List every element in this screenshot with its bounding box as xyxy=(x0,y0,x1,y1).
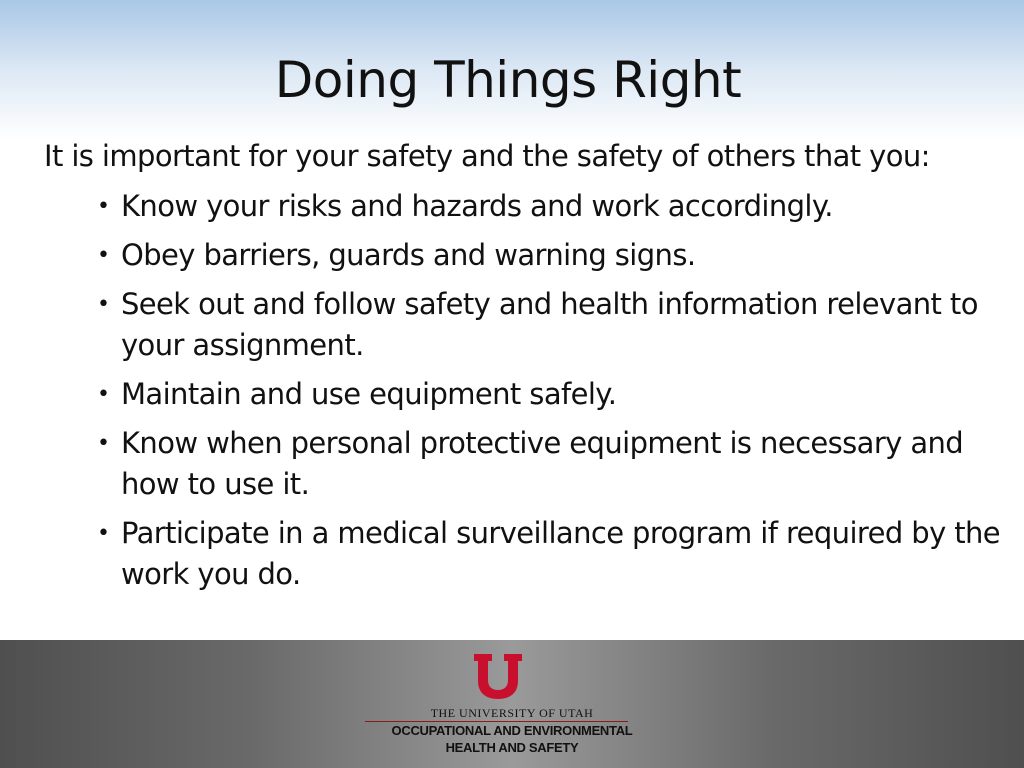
bullet-text: Know your risks and hazards and work accordingly. xyxy=(121,189,833,223)
bullet-icon: • xyxy=(97,194,110,219)
bullet-item xyxy=(0,186,1006,227)
bullet-text: Seek out and follow safety and health information relevant to your assignment. xyxy=(121,287,978,362)
bullet-icon: • xyxy=(97,431,110,456)
bullet-icon: • xyxy=(97,521,110,546)
bullet-item xyxy=(0,284,1006,366)
department-name-line2: HEALTH AND SAFETY xyxy=(445,740,579,755)
logo-divider xyxy=(365,721,628,722)
bullet-list xyxy=(0,186,1024,603)
bullet-item xyxy=(0,235,1006,276)
department-name-line1: OCCUPATIONAL AND ENVIRONMENTAL xyxy=(391,723,633,738)
bullet-item xyxy=(0,423,1006,505)
university-u-logo-icon xyxy=(472,652,524,700)
bullet-icon: • xyxy=(97,382,110,407)
university-name: THE UNIVERSITY OF UTAH xyxy=(430,706,594,720)
slide-title: Doing Things Right xyxy=(274,51,742,109)
bullet-icon: • xyxy=(97,292,110,317)
bullet-icon: • xyxy=(97,243,110,268)
bullet-text: Know when personal protective equipment is necessary and how to use it. xyxy=(121,426,964,501)
bullet-text: Maintain and use equipment safely. xyxy=(121,377,617,411)
bullet-item xyxy=(0,513,1006,595)
bullet-text: Participate in a medical surveillance program if required by the work you do. xyxy=(121,516,1001,591)
intro-text: It is important for your safety and the safety of others that you: xyxy=(44,139,930,173)
bullet-item xyxy=(0,374,1006,415)
bullet-text: Obey barriers, guards and warning signs. xyxy=(121,238,696,272)
